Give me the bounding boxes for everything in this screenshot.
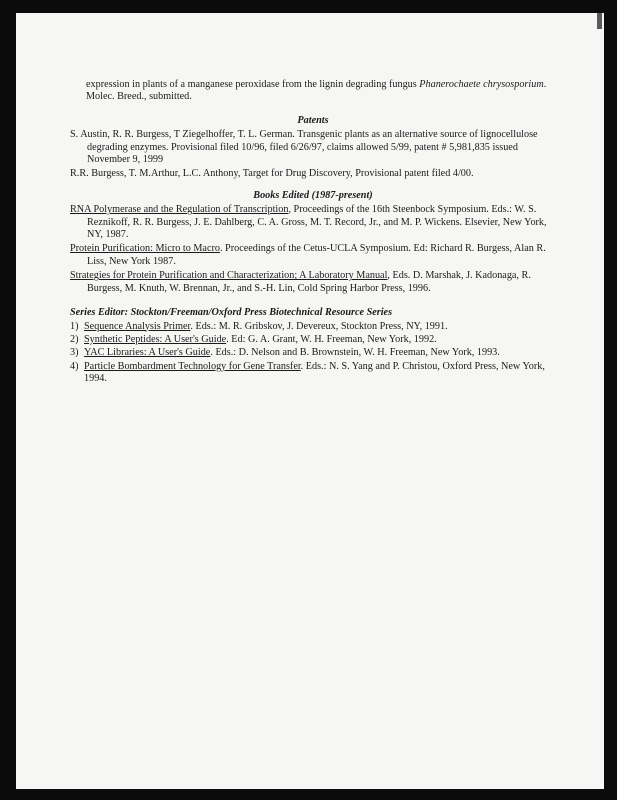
series-title: YAC Libraries: A User's Guide [84, 347, 211, 359]
book-title: Strategies for Protein Purification and Characterization; A Laboratory Manual [70, 270, 388, 282]
series-body [84, 347, 556, 359]
series-details: . Eds.: D. Nelson and B. Brownstein, W. H. Freeman, New York, 1993. [210, 347, 500, 359]
books-heading: Books Edited (1987-present) [253, 189, 373, 201]
patent-entry: S. Austin, R. R. Burgess, T Ziegelhoffer, T. L. German. Transgenic plants as an alternative source of lignocellulose degrading enzymes. Provisional filed 10/96, filed 6/26/97, claims allowed 5/99, patent # 5,981,835 issued November 9, 1999 [70, 129, 538, 166]
series-title: Synthetic Peptides: A User's Guide [84, 333, 227, 345]
series-entry [70, 347, 556, 359]
series-number: 1) [70, 320, 79, 332]
series-details: . Eds.: M. R. Gribskov, J. Devereux, Stockton Press, NY, 1991. [190, 320, 448, 332]
book-entry [70, 243, 556, 268]
series-details: . Ed: G. A. Grant, W. H. Freeman, New York, 1992. [226, 333, 437, 345]
series-entry [70, 361, 556, 386]
book-entry [70, 204, 556, 241]
series-title: Sequence Analysis Primer [84, 320, 191, 332]
intro-paragraph [86, 79, 556, 104]
series-number: 3) [70, 347, 79, 359]
series-entry [70, 321, 556, 333]
book-title: RNA Polymerase and the Regulation of Transcription [70, 204, 289, 216]
book-details: , Eds. D. Marshak, J. Kadonaga, R. Burgess, M. Knuth, W. Brennan, Jr., and S.-H. Lin, Cold Spring Harbor Press, 1996. [87, 270, 531, 294]
intro-species: Phanerochaete chrysosporium [419, 79, 544, 90]
series-heading: Series Editor: Stockton/Freeman/Oxford Press Biotechnical Resource Series [70, 307, 393, 319]
book-details: . Proceedings of the Cetus-UCLA Symposium. Ed: Richard R. Burgess, Alan R. Liss, New York 1987. [87, 243, 546, 267]
patents-heading: Patents [297, 114, 329, 126]
page-edge-tab [597, 13, 602, 29]
series-body [84, 321, 556, 333]
series-number: 4) [70, 360, 79, 372]
series-title: Particle Bombardment Technology for Gene Transfer [84, 360, 301, 372]
book-entry [70, 270, 556, 295]
series-entry [70, 334, 556, 346]
book-title: Protein Purification: Micro to Macro [70, 243, 220, 255]
patent-entry: R.R. Burgess, T. M.Arthur, L.C. Anthony, Target for Drug Discovery, Provisional patent filed 4/00. [70, 168, 474, 180]
series-details: . Eds.: N. S. Yang and P. Christou, Oxford Press, New York, 1994. [84, 360, 545, 385]
series-body [84, 361, 556, 386]
intro-text-b: . Molec. Breed., submitted. [86, 79, 547, 103]
document-page [16, 13, 604, 789]
page-content [70, 79, 556, 387]
series-number: 2) [70, 333, 79, 345]
series-body [84, 334, 556, 346]
book-details: , Proceedings of the 16th Steenbock Symposium. Eds.: W. S. Reznikoff, R. R. Burgess, J. E. Dahlberg, C. A. Gross, M. T. Record, Jr., and M. P. Wickens. Elsevier, New York, NY, 1987. [87, 204, 547, 241]
intro-text-a: expression in plants of a manganese peroxidase from the lignin degrading fungus [86, 79, 420, 90]
